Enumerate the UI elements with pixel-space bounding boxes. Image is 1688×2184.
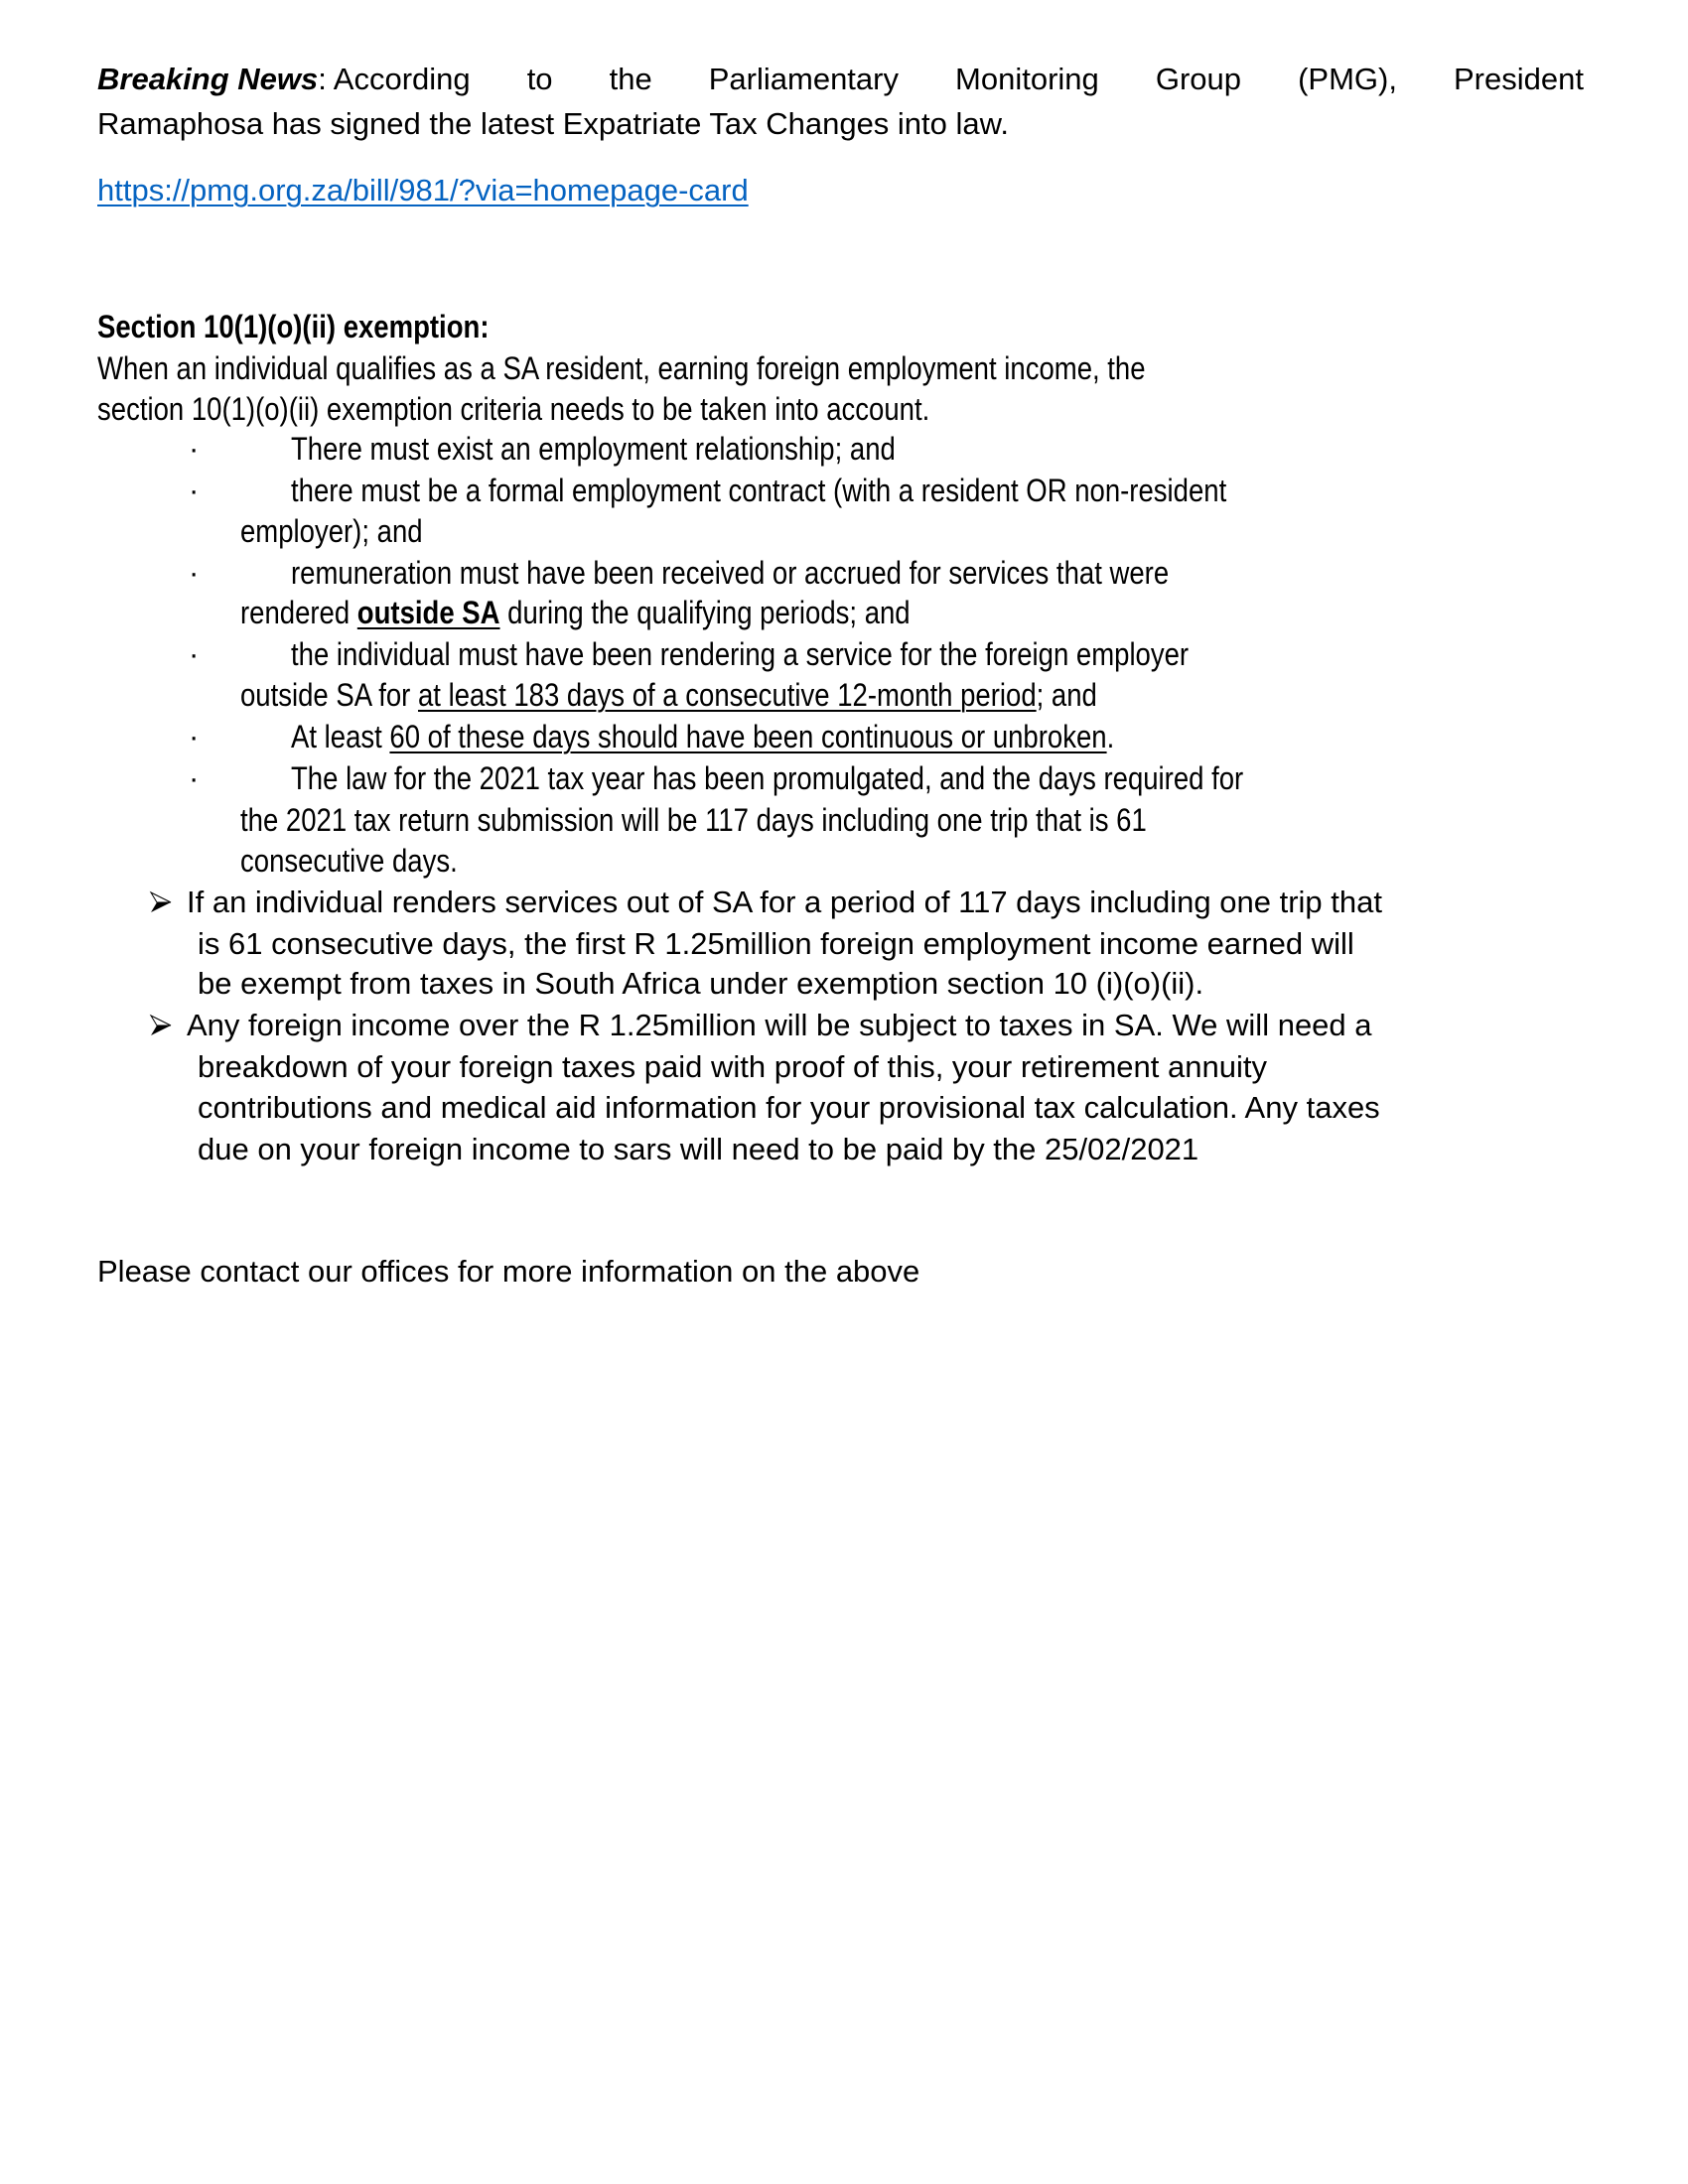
bullet-4-line-2: outside SA for at least 183 days of a consecutive 12-month period; and <box>240 677 1097 713</box>
section-intro-line-2: section 10(1)(o)(ii) exemption criteria needs to be taken into account. <box>97 391 930 427</box>
arrow-bullet-1-line-3: be exempt from taxes in South Africa under exemption section 10 (i)(o)(ii). <box>198 966 1204 1001</box>
183-days-emphasis: at least 183 days of a consecutive 12-month period <box>417 677 1037 713</box>
pmg-bill-link[interactable]: https://pmg.org.za/bill/981/?via=homepage-card <box>97 173 749 207</box>
section-heading: Section 10(1)(o)(ii) exemption: <box>97 309 490 344</box>
breaking-news-line-1: Breaking News: According to the Parliamentary Monitoring Group (PMG), President <box>97 62 1584 96</box>
bullet-dot-icon: · <box>189 719 200 753</box>
closing-note: Please contact our offices for more information on the above <box>97 1254 920 1289</box>
bullet-6-line-1: The law for the 2021 tax year has been promulgated, and the days required for <box>291 760 1244 796</box>
arrow-bullet-1-line-2: is 61 consecutive days, the first R 1.25million foreign employment income earned will <box>198 926 1354 961</box>
bullet-dot-icon: · <box>189 636 200 671</box>
breaking-news-line-2: Ramaphosa has signed the latest Expatriate Tax Changes into law. <box>97 106 1009 141</box>
bullet-2-line-1: there must be a formal employment contract (with a resident OR non-resident <box>291 473 1227 508</box>
bullet-dot-icon: · <box>189 473 200 507</box>
bullet-5-line-1: At least 60 of these days should have been continuous or unbroken. <box>291 719 1115 754</box>
arrow-bullet-2-line-1: Any foreign income over the R 1.25million will be subject to taxes in SA. We will need a <box>187 1008 1372 1042</box>
bullet-dot-icon: · <box>189 760 200 795</box>
bullet-4-line-1: the individual must have been rendering a service for the foreign employer <box>291 636 1190 672</box>
arrow-bullet-2-line-4: due on your foreign income to sars will need to be paid by the 25/02/2021 <box>198 1132 1199 1166</box>
arrow-bullet-1-line-1: If an individual renders services out of SA for a period of 117 days including one trip that <box>187 885 1382 919</box>
section-intro-line-1: When an individual qualifies as a SA resident, earning foreign employment income, the <box>97 350 1146 386</box>
bullet-dot-icon: · <box>189 431 200 466</box>
arrow-bullet-2-line-3: contributions and medical aid information for your provisional tax calculation. Any taxes <box>198 1090 1380 1125</box>
breaking-news-label: Breaking News <box>97 62 319 96</box>
arrowhead-bullet-icon <box>149 1014 173 1037</box>
60-days-emphasis: 60 of these days should have been continuous or unbroken <box>389 719 1107 754</box>
bullet-dot-icon: · <box>189 555 200 590</box>
bullet-3-line-1: remuneration must have been received or accrued for services that were <box>291 555 1170 591</box>
outside-sa-emphasis: outside SA <box>356 595 500 630</box>
arrow-bullet-2-line-2: breakdown of your foreign taxes paid with proof of this, your retirement annuity <box>198 1049 1267 1084</box>
bullet-6-line-2: the 2021 tax return submission will be 117 days including one trip that is 61 <box>240 802 1147 838</box>
bullet-6-line-3: consecutive days. <box>240 843 458 879</box>
bullet-2-line-2: employer); and <box>240 513 423 549</box>
arrowhead-bullet-icon <box>149 890 173 914</box>
bullet-3-line-2: rendered outside SA during the qualifying periods; and <box>240 595 911 630</box>
bullet-1-text: There must exist an employment relationship; and <box>291 431 896 467</box>
